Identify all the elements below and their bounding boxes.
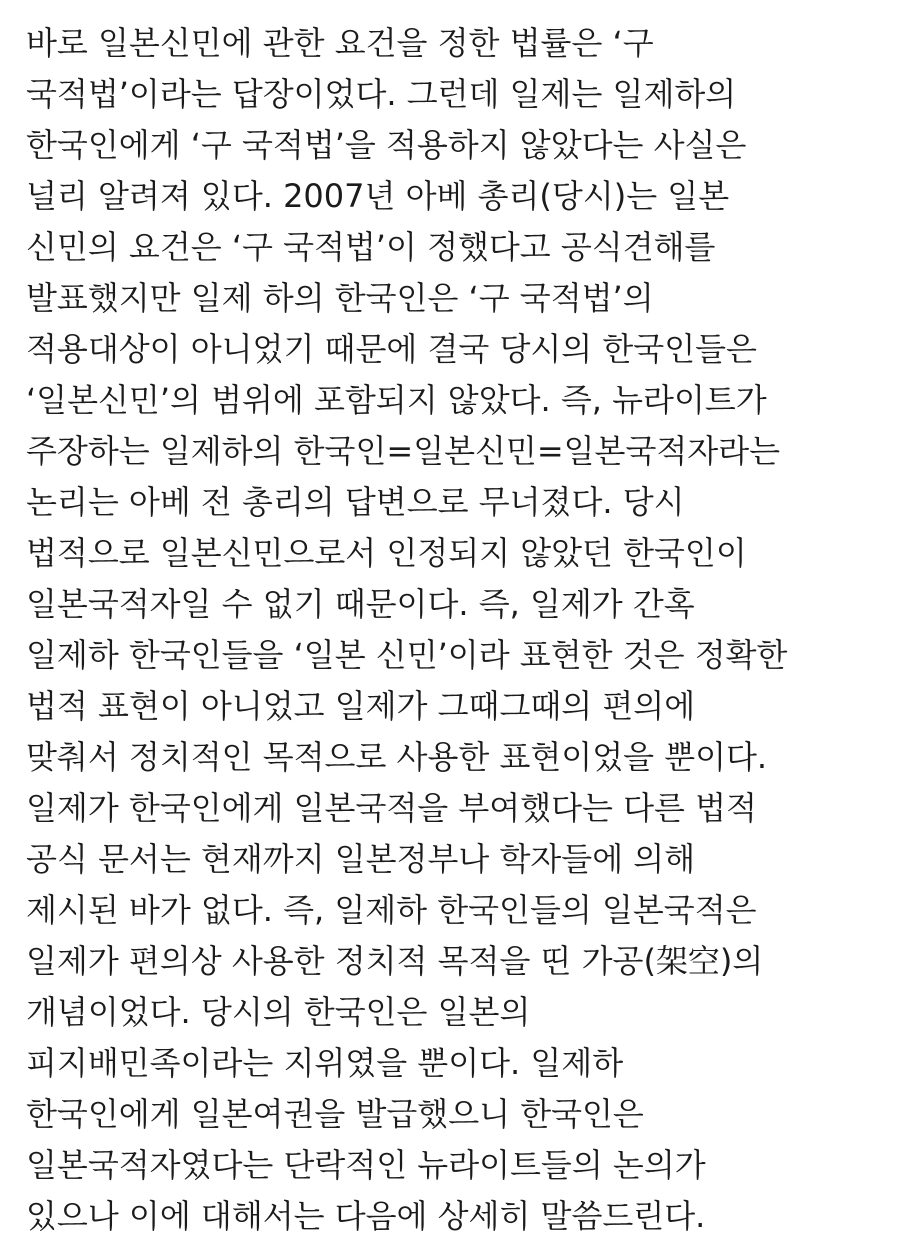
text-line: 주장하는 일제하의 한국인=일본신민=일본국적자라는 (26, 432, 781, 470)
text-line: 일제가 한국인에게 일본국적을 부여했다는 다른 법적 (26, 789, 757, 827)
text-line: 한국인에게 일본여권을 발급했으니 한국인은 (26, 1095, 644, 1133)
text-line: 공식 문서는 현재까지 일본정부나 학자들에 의해 (26, 840, 696, 878)
text-line: 일본국적자일 수 없기 때문이다. 즉, 일제가 간혹 (26, 585, 695, 623)
text-line: 일본국적자였다는 단락적인 뉴라이트들의 논의가 (26, 1146, 706, 1184)
text-line: 널리 알려져 있다. 2007년 아베 총리(당시)는 일본 (26, 177, 730, 215)
text-line: 신민의 요건은 ‘구 국적법’이 정했다고 공식견해를 (26, 228, 716, 266)
text-line: 국적법’이라는 답장이었다. 그런데 일제는 일제하의 (26, 75, 737, 113)
text-line: 법적으로 일본신민으로서 인정되지 않았던 한국인이 (26, 534, 747, 572)
text-line: 개념이었다. 당시의 한국인은 일본의 (26, 993, 531, 1031)
text-line: 바로 일본신민에 관한 요건을 정한 법률은 ‘구 (26, 24, 654, 62)
text-line: ‘일본신민’의 범위에 포함되지 않았다. 즉, 뉴라이트가 (26, 381, 767, 419)
text-line: 발표했지만 일제 하의 한국인은 ‘구 국적법’의 (26, 279, 654, 317)
text-line: 일제하 한국인들을 ‘일본 신민’이라 표현한 것은 정확한 (26, 636, 788, 674)
text-line: 법적 표현이 아니었고 일제가 그때그때의 편의에 (26, 687, 696, 725)
article-body (26, 18, 886, 1242)
text-line: 논리는 아베 전 총리의 답변으로 무너졌다. 당시 (26, 483, 685, 521)
text-line: 일제가 편의상 사용한 정치적 목적을 띤 가공(架空)의 (26, 942, 764, 980)
text-line: 적용대상이 아니었기 때문에 결국 당시의 한국인들은 (26, 330, 757, 368)
text-line: 피지배민족이라는 지위였을 뿐이다. 일제하 (26, 1044, 624, 1082)
text-line: 한국인에게 ‘구 국적법’을 적용하지 않았다는 사실은 (26, 126, 747, 164)
text-line: 제시된 바가 없다. 즉, 일제하 한국인들의 일본국적은 (26, 891, 757, 929)
text-line: 있으나 이에 대해서는 다음에 상세히 말씀드린다. (26, 1197, 706, 1235)
text-line: 맞춰서 정치적인 목적으로 사용한 표현이었을 뿐이다. (26, 738, 768, 776)
